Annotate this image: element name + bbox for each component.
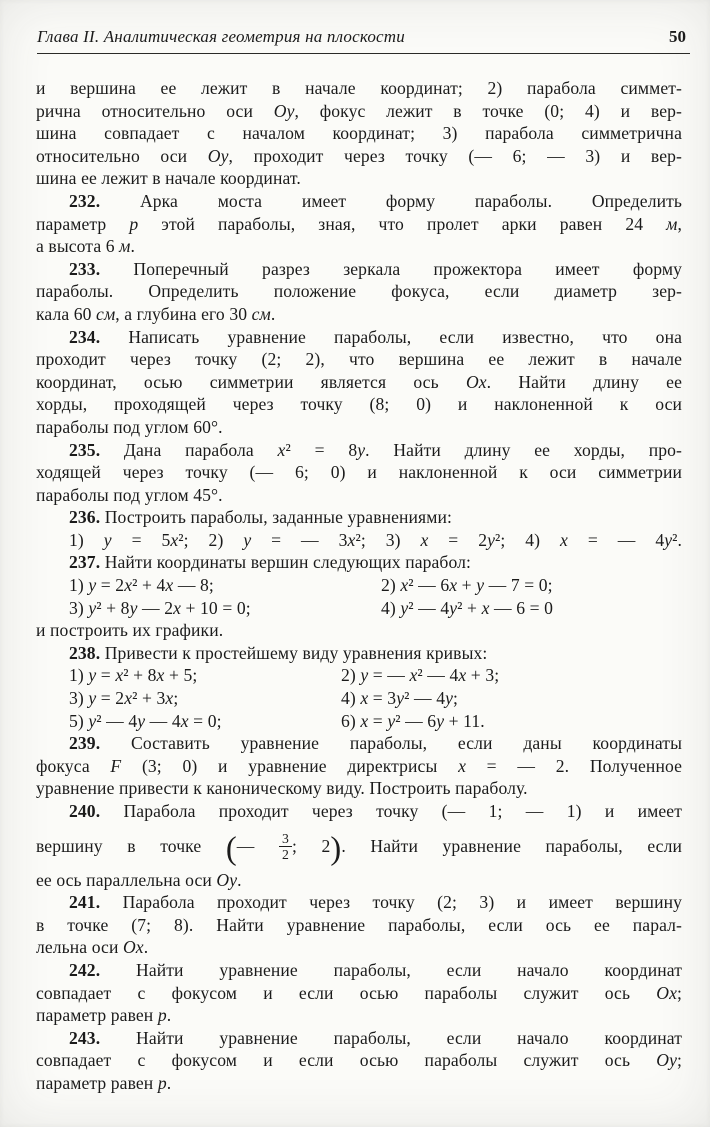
text-line: шина ее лежит в начале координат.	[36, 168, 301, 189]
problem-239	[36, 732, 682, 800]
math-italic: y	[445, 688, 454, 709]
math-italic: y	[387, 710, 396, 731]
text-line: 237. Найти координаты вершин следующих парабол:	[69, 552, 472, 573]
math-italic: x	[124, 688, 133, 709]
math-italic: м	[666, 213, 678, 234]
math-italic: y	[88, 597, 97, 618]
problem-number: 242.	[69, 959, 101, 980]
text-line: и вершина ее лежит в начале координат; 2) парабола симмет-	[36, 78, 682, 98]
problem-number: 232.	[69, 190, 101, 211]
text-line: 238. Привести к простейшему виду уравнения кривых:	[69, 642, 488, 663]
text-line: в точке (7; 8). Найти уравнение параболы, если ось ее парал-	[36, 914, 682, 935]
math-italic: x	[165, 688, 174, 709]
intro-continuation	[36, 77, 682, 190]
equation-right: 2) y = — x² — 4x + 3;	[341, 665, 500, 686]
text-line: параметр равен p.	[36, 1072, 172, 1093]
equation-left: 1) y = x² + 8x + 5;	[69, 665, 198, 686]
math-italic: p	[157, 1005, 167, 1026]
problem-number: 237.	[69, 552, 101, 573]
math-italic: Oy	[656, 1050, 677, 1071]
text-line: кала 60 см, а глубина его 30 см.	[36, 303, 276, 324]
problem-240	[36, 800, 682, 891]
text-line: 233. Поперечный разрез зеркала прожектора имеет форму	[69, 258, 682, 279]
math-italic: y	[88, 688, 97, 709]
equation-right: 6) x = y² — 6y + 11.	[341, 710, 485, 731]
equation-right: 2) x² — 6x + y — 7 = 0;	[381, 575, 553, 596]
problem-number: 240.	[69, 801, 101, 821]
math-italic: y	[88, 710, 97, 731]
math-italic: x	[400, 575, 409, 596]
problem-241	[36, 891, 682, 959]
text-line: параметр равен p.	[36, 1005, 172, 1026]
page-number: 50	[669, 27, 686, 46]
text-line: 241. Парабола проходит через точку (2; 3) и имеет вершину	[69, 892, 682, 913]
problem-236	[36, 506, 682, 529]
equation-left: 3) y² + 8y — 2x + 10 = 0;	[69, 597, 251, 618]
equations-238-row3	[36, 710, 682, 733]
equation-left: 3) y = 2x² + 3x;	[69, 688, 179, 709]
problem-235	[36, 439, 682, 507]
text-line: фокуса F (3; 0) и уравнение директрисы x = — 2. Полученное	[36, 755, 682, 776]
math-italic: Ox	[465, 371, 487, 392]
problem-number: 233.	[69, 258, 101, 279]
math-italic: x	[115, 665, 124, 686]
text-line: относительно оси Oy, проходит через точку (— 6; — 3) и вер-	[36, 145, 682, 166]
math-italic: Ox	[122, 937, 144, 958]
text-line: а высота 6 м.	[36, 236, 135, 257]
text-line: вершину в точке (— $\frac{3}{2}$ ; 2). Найти уравнение параболы, если	[36, 830, 682, 867]
problem-238	[36, 642, 682, 665]
equation-right: 4) x = 3y² — 4y;	[341, 688, 459, 709]
math-italic: y	[360, 665, 369, 686]
problem-232	[36, 190, 682, 258]
math-italic: x	[165, 575, 174, 596]
problem-number: 239.	[69, 733, 101, 754]
document-body	[36, 77, 682, 1095]
math-italic: x	[180, 710, 189, 731]
math-italic: x	[277, 439, 286, 460]
math-italic: x	[124, 575, 133, 596]
problem-number: 241.	[69, 892, 101, 913]
equations-238-row2	[36, 687, 682, 710]
text-line: координат, осью симметрии является ось Ox. Найти длину ее	[36, 371, 682, 392]
math-italic: x	[420, 529, 429, 550]
equation-right: 4) y² — 4y² + x — 6 = 0	[381, 597, 554, 618]
math-italic: y	[129, 597, 138, 618]
text-line: 234. Написать уравнение параболы, если известно, что она	[69, 326, 682, 347]
math-italic: y	[357, 439, 366, 460]
problem-number: 238.	[69, 642, 101, 663]
text-line: лельна оси Ox.	[36, 937, 149, 958]
text-line: шина совпадает с началом координат; 3) парабола симметрична	[36, 123, 682, 144]
equations-237-row2	[36, 597, 682, 620]
text-line: 235. Дана парабола x² = 8y. Найти длину ее хорды, про-	[69, 439, 682, 460]
problem-233	[36, 258, 682, 326]
math-italic: F	[110, 755, 122, 776]
math-italic: x	[458, 755, 466, 776]
math-italic: x	[481, 597, 490, 618]
equations-238-row1	[36, 664, 682, 687]
equations-237-row1	[36, 574, 682, 597]
math-italic: y	[103, 529, 112, 550]
math-italic: x	[458, 665, 467, 686]
math-italic: x	[156, 665, 165, 686]
math-italic: p	[129, 213, 139, 234]
text-line: уравнение привести к каноническому виду. Построить параболу.	[36, 778, 528, 799]
math-italic: y	[396, 688, 405, 709]
math-italic: y	[137, 710, 146, 731]
math-italic: y	[400, 597, 409, 618]
math-italic: Ox	[656, 982, 677, 1003]
header-rule	[37, 53, 690, 54]
equation-left: 5) y² — 4y — 4x = 0;	[69, 710, 222, 731]
math-italic: см	[96, 303, 116, 324]
problem-number: 235.	[69, 439, 101, 460]
math-italic: x	[347, 529, 356, 550]
math-italic: y	[88, 665, 97, 686]
text-line: совпадает с фокусом и если осью параболы служит ось Oy;	[36, 1050, 682, 1071]
text-line: параметр p этой параболы, зная, что пролет арки равен 24 м,	[36, 213, 682, 234]
text-line: параболы под углом 45°.	[36, 484, 223, 505]
math-italic: x	[449, 575, 458, 596]
math-italic: x	[173, 597, 182, 618]
math-italic: м	[119, 236, 131, 257]
text-line: 236. Построить параболы, заданные уравнениями:	[69, 507, 452, 528]
text-line: параболы под углом 60°.	[36, 416, 223, 437]
problem-number: 243.	[69, 1027, 101, 1048]
equation-left: 1) y = 2x² + 4x — 8;	[69, 575, 214, 596]
text-line: 242. Найти уравнение параболы, если начало координат	[69, 959, 682, 980]
fraction: $\frac{3}{2}$	[279, 831, 292, 863]
page-header	[37, 27, 686, 47]
math-italic: y	[436, 710, 445, 731]
text-line: ходящей через точку (— 6; 0) и наклоненной к оси симметрии	[36, 462, 682, 483]
math-italic: Oy	[273, 100, 295, 121]
math-italic: см	[251, 303, 271, 324]
math-italic: y	[243, 529, 252, 550]
text-line: ее ось параллельна оси Oy.	[36, 869, 242, 890]
math-italic: p	[157, 1072, 167, 1093]
text-line: 239. Составить уравнение параболы, если даны координаты	[69, 733, 682, 754]
problem-number: 234.	[69, 326, 101, 347]
math-italic: x	[409, 665, 418, 686]
text-line: 240. Парабола проходит через точку (— 1; — 1) и имеет	[69, 801, 682, 821]
text-line: 243. Найти уравнение параболы, если начало координат	[69, 1027, 682, 1048]
math-italic: x	[170, 529, 179, 550]
problem-237	[36, 551, 682, 574]
math-italic: Oy	[207, 145, 229, 166]
math-italic: x	[360, 688, 369, 709]
big-paren-close: )	[330, 830, 342, 867]
math-italic: y	[664, 529, 673, 550]
math-italic: x	[360, 710, 369, 731]
math-italic: y	[476, 575, 485, 596]
text-line: совпадает с фокусом и если осью параболы служит ось Ox;	[36, 982, 682, 1003]
math-italic: Oy	[216, 869, 238, 890]
text-line: 232. Арка моста имеет форму параболы. Определить	[69, 190, 682, 211]
chapter-title: Глава II. Аналитическая геометрия на плоскости	[37, 27, 405, 46]
big-paren-open: (	[225, 830, 237, 867]
text-line: проходит через точку (2; 2), что вершина ее лежит в начале	[36, 349, 682, 370]
equations-236: 1) y = 5x²; 2) y = — 3x²; 3) x = 2y²; 4) x = — 4y².	[69, 529, 683, 550]
math-italic: x	[560, 529, 568, 550]
problem-number: 236.	[69, 507, 101, 528]
problem-242	[36, 959, 682, 1027]
text-line: рична относительно оси Oy, фокус лежит в точке (0; 4) и вер-	[36, 100, 682, 121]
text-line: хорды, проходящей через точку (8; 0) и наклоненной к оси	[36, 394, 682, 415]
math-italic: y	[487, 529, 496, 550]
text-line: параболы. Определить положение фокуса, если диаметр зер-	[36, 281, 682, 302]
math-italic: y	[449, 597, 458, 618]
problem-234	[36, 326, 682, 439]
problem-243	[36, 1027, 682, 1095]
math-italic: y	[88, 575, 97, 596]
tail-237: и построить их графики.	[36, 620, 224, 641]
